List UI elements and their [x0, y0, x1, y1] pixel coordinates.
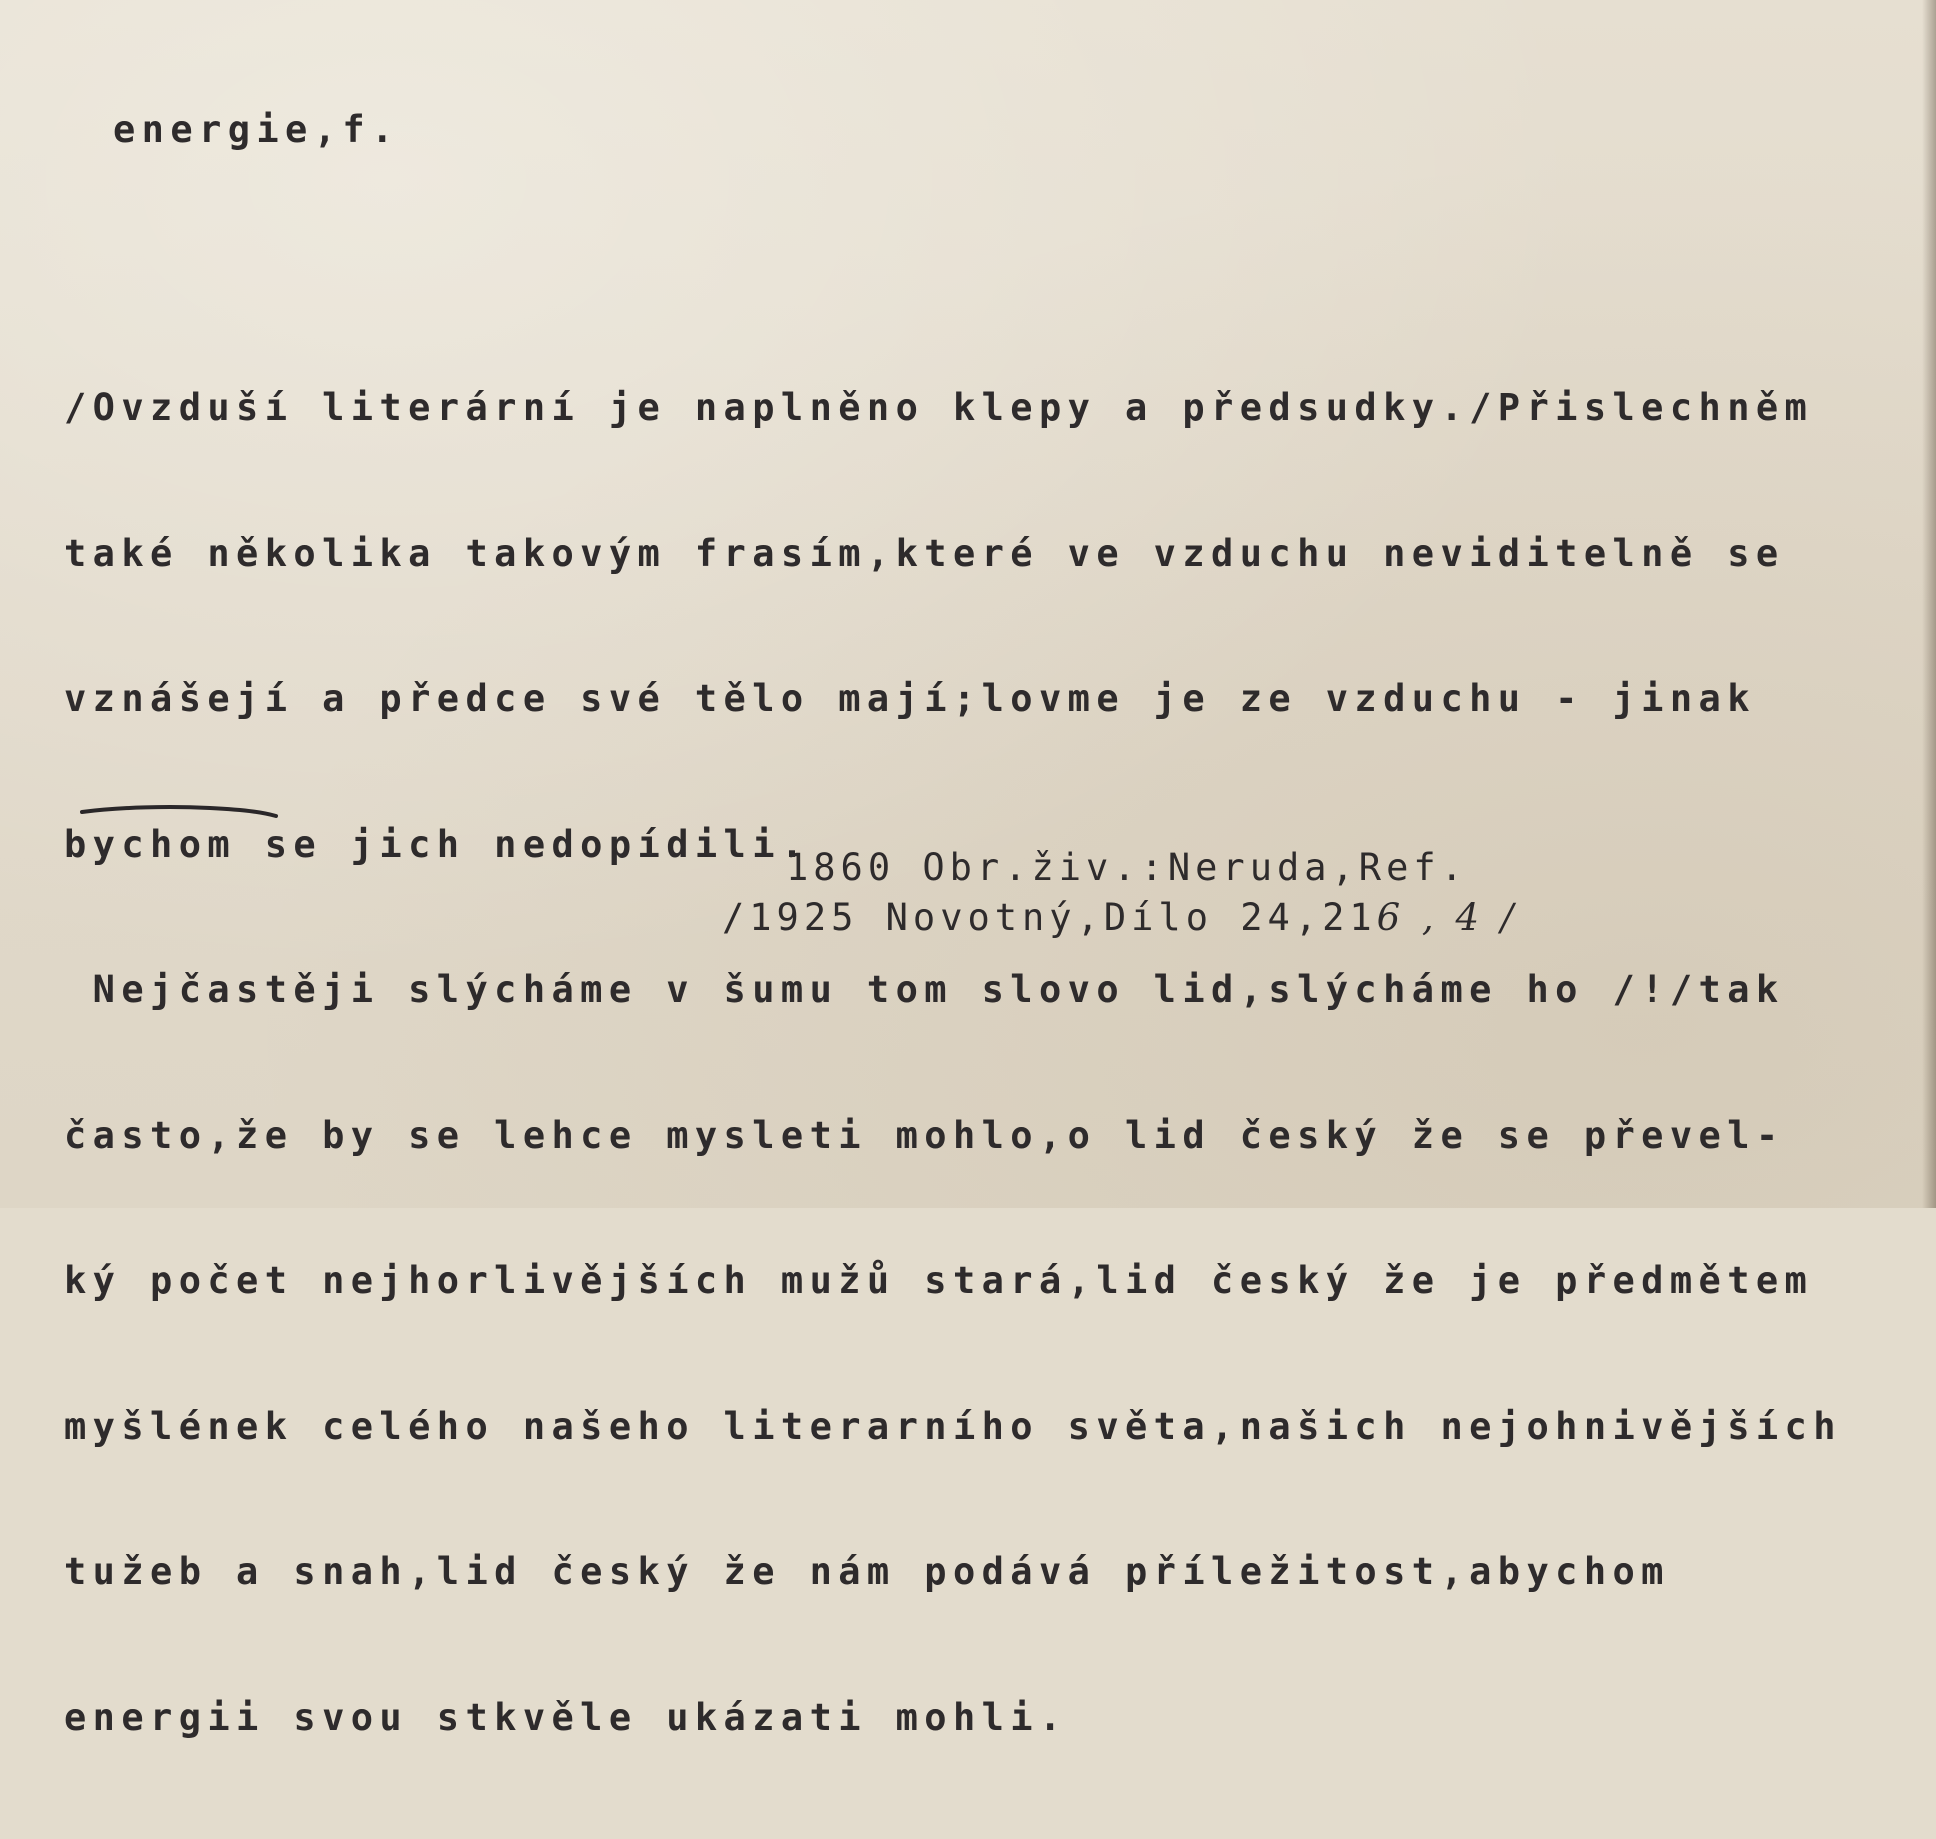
quotation-line: často,že by se lehce mysleti mohlo,o lid český že se převel-	[64, 1113, 1785, 1157]
quotation-line: /Ovzduší literární je naplněno klepy a předsudky./Přislechněm	[64, 386, 1814, 429]
quotation-line: ký počet nejhorlivějších mužů stará,lid český že je předmětem	[64, 1259, 1814, 1302]
quotation-text	[64, 287, 1842, 1839]
card-edge-shadow	[1922, 0, 1936, 1208]
quotation-line: vznášejí a předce své tělo mají;lovme je ze vzduchu - jinak	[64, 677, 1756, 720]
source-citation-2-typed: /1925 Novotný,Dílo 24,21	[722, 896, 1377, 939]
quotation-line: Nejčastěji slýcháme v šumu tom slovo lid,slýcháme ho /!/tak	[64, 968, 1785, 1011]
source-citation-1: 1860 Obr.živ.:Neruda,Ref.	[786, 846, 1468, 889]
quotation-line: tužeb a snah,lid český že nám podává příležitost,abychom	[64, 1550, 1670, 1593]
handwritten-underline	[80, 803, 280, 823]
quotation-line: také několika takovým frasím,které ve vzduchu neviditelně se	[64, 531, 1785, 575]
source-citation-2-handwritten: 6 , 4 /	[1376, 896, 1519, 939]
headword: energie,f.	[113, 108, 400, 151]
quotation-line: bychom se jich nedopídili.	[64, 822, 810, 866]
quotation-line: myšlének celého našeho literarního světa,našich nejohnivějších	[64, 1404, 1842, 1448]
quotation-line: energii svou stkvěle ukázati mohli.	[64, 1695, 1068, 1739]
source-citation-2	[722, 893, 1518, 943]
